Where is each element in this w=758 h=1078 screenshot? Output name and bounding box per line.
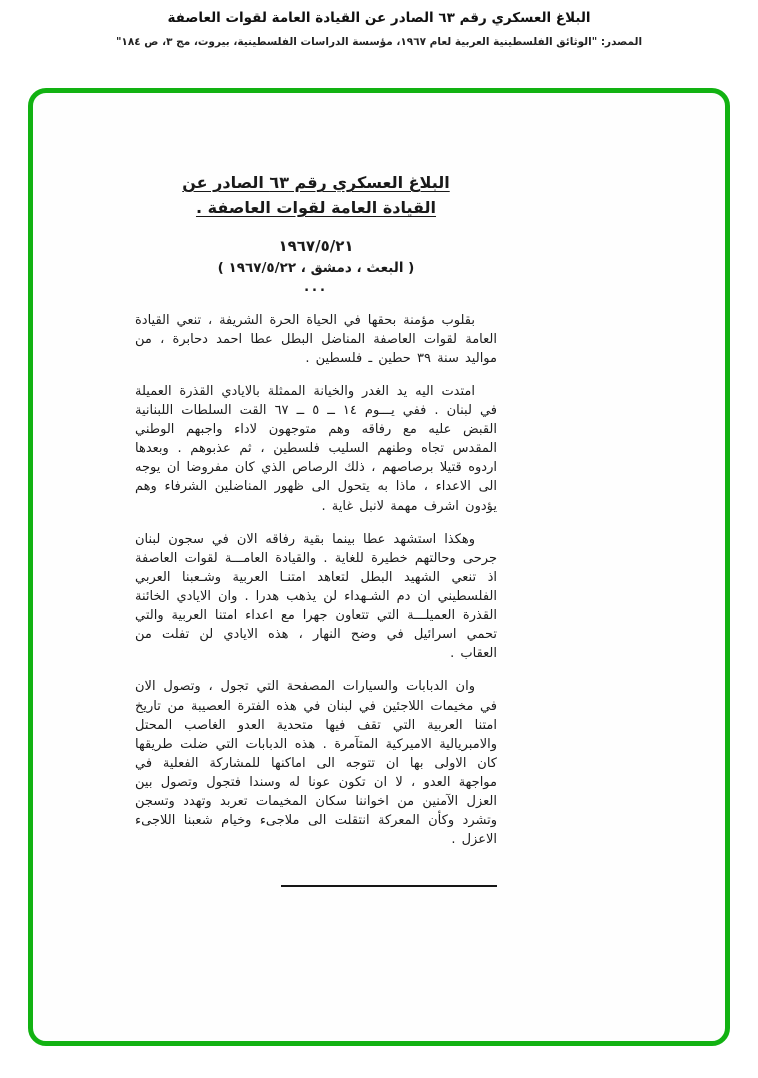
paragraph-3: وهكذا استشهد عطا بينما بقية رفاقه الان في سجون لبنان جرحى وحالتهم خطيرة للغاية . والقيادة العامـــة لقوات العاصفة اذ تنعي الشهيد البطل لتعاهد امتنـا العربية وشـعبنا العربي الفلسطيني ان دم الشـهداء لن يذهب هدرا . وان الايادي الخائنة القذرة العميلـــة التي تتعاون جهرا مع اعداء امتنا العربية والتي تحمي اسرائيل في وضح النهار ، هذه الايادي لن تفلت من العقاب .	[135, 531, 497, 662]
document-text	[135, 311, 497, 850]
header-source-citation: المصدر: "الوثائق الفلسطينية العربية لعام ١٩٦٧، مؤسسة الدراسات الفلسطينية، بيروت، مج ٣، ص ١٨٤"	[115, 36, 643, 48]
document-title-line1: البلاغ العسكري رقم ٦٣ الصادر عن	[182, 173, 450, 192]
bottom-divider-line	[281, 885, 497, 887]
document-dateline: ( البعث ، دمشق ، ١٩٦٧/٥/٢٢ )	[217, 259, 415, 276]
document-title-line2: القيادة العامة لقوات العاصفة .	[195, 197, 437, 217]
page-header	[0, 10, 758, 48]
document-body-column	[135, 171, 497, 887]
paragraph-2: امتدت اليه يد الغدر والخيانة الممثلة بالايادي القذرة العميلة في لبنان . ففي يـــوم ١٤ ــ ٥ ــ ٦٧ القت السلطات اللبنانية القبض عليه مع رفاقه وهم متوجهون لاداء واجبهم الوطني المقدس تجاه وطنهم السليب فلسطين ، ثم عذبوهم . وبعدها اردوه قتيلا برصاصهم ، ذلك الرصاص الذي كان مفروضا ان يوجه الى الاعداء ، ماذا به يتحول الى ظهور المناضلين الشرفاء وهم يؤدون اشرف مهمة لانبل غاية .	[135, 383, 498, 514]
header-title: البلاغ العسكري رقم ٦٣ الصادر عن القيادة العامة لقوات العاصفة	[167, 10, 591, 26]
document-title	[135, 171, 497, 221]
paragraph-4: وان الدبابات والسيارات المصفحة التي تجول ، وتصول الان في مخيمات اللاجئين في لبنان في هذه الفترة العصيبة من تاريخ امتنا العربية التي تقف فيها متحدية العدو الغاصب المحتل والامبريالية الاميركية المتآمرة . هذه الدبابات التي ضلت طريقها كان الاولى بها ان تتوجه الى اماكنها للمشاركة الفعلية في مواجهة العدو ، لا ان تكون عونا له وسندا فتجول وتصول بين العزل الآمنين من اخواننا سكان المخيمات تعربد وتهدد وتسجن وتشرد وكأن المعركة انتقلت الى ملاجىء وخيام شعبنا اللاجىء الاعزل .	[135, 679, 497, 848]
paragraph-1: بقلوب مؤمنة بحقها في الحياة الحرة الشريفة ، تنعي القيادة العامة لقوات العاصفة المناضل البطل عطا احمد دحابرة ، من مواليد سنة ٣٩ حطين ـ فلسطين .	[135, 312, 497, 366]
ellipsis-separator: ...	[304, 279, 328, 295]
green-border-frame	[28, 88, 730, 1046]
document-date: ١٩٦٧/٥/٢١	[278, 236, 354, 255]
